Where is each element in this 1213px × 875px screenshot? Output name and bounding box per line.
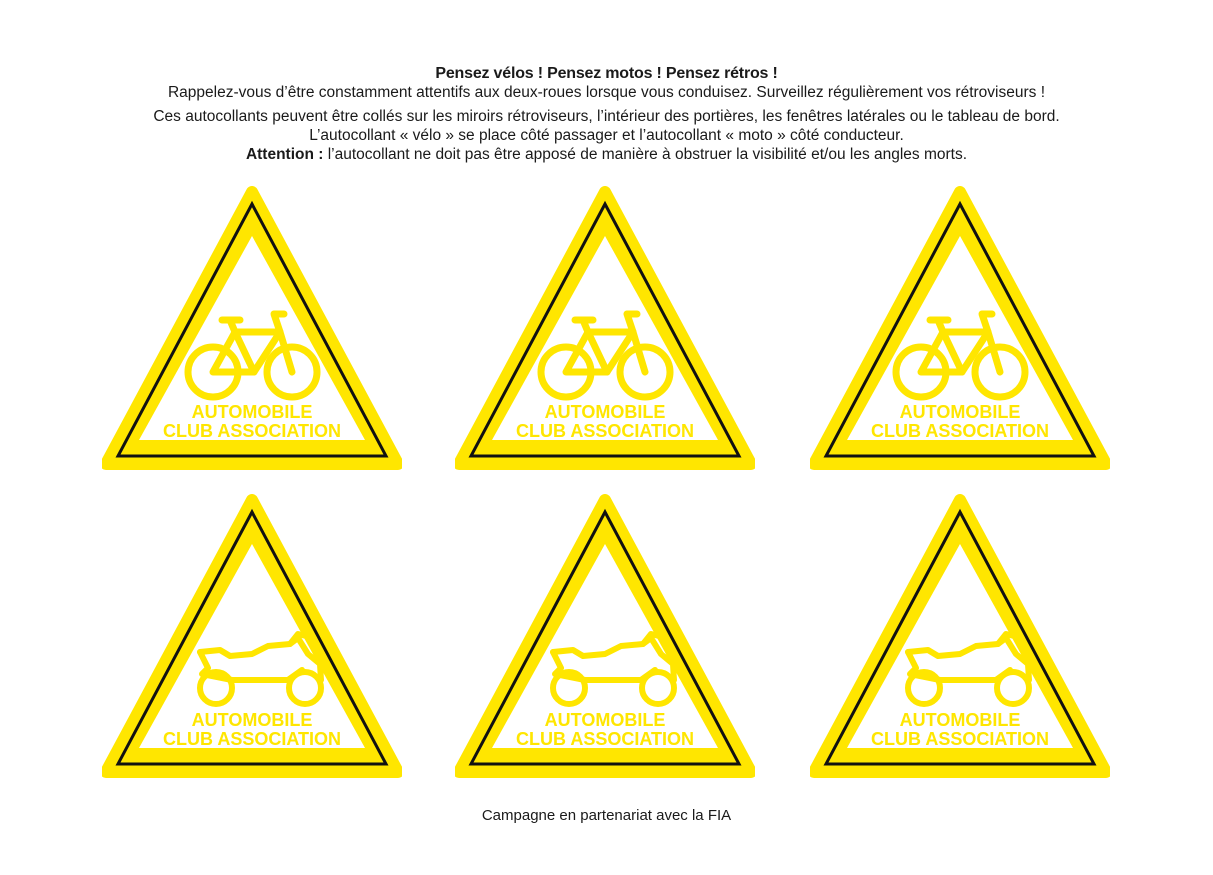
warning-triangle-motorcycle <box>810 494 1110 780</box>
sticker-bicycle-3 <box>810 186 1110 472</box>
sticker-line1: AUTOMOBILE <box>899 710 1021 730</box>
attention-body: l’autocollant ne doit pas être apposé de manière à obstruer la visibilité et/ou les angles morts. <box>323 146 968 163</box>
attention-text <box>0 145 1213 164</box>
footer-text: Campagne en partenariat avec la FIA <box>481 807 732 824</box>
sticker-line2: CLUB ASSOCIATION <box>516 421 694 441</box>
reminder-text: Rappelez-vous d’être constamment attentifs aux deux-roues lorsque vous conduisez. Surveillez régulièrement vos rétroviseurs ! <box>167 84 1046 101</box>
sticker-motorcycle-3 <box>810 494 1110 780</box>
warning-triangle-bicycle <box>102 186 402 472</box>
warning-triangle-bicycle <box>810 186 1110 472</box>
sticker-line1: AUTOMOBILE <box>544 402 666 422</box>
warning-triangle-motorcycle <box>455 494 755 780</box>
sticker-line2: CLUB ASSOCIATION <box>871 421 1049 441</box>
sticker-line1: AUTOMOBILE <box>544 710 666 730</box>
sticker-line1: AUTOMOBILE <box>899 402 1021 422</box>
sticker-line2: CLUB ASSOCIATION <box>163 729 341 749</box>
sticker-line2: CLUB ASSOCIATION <box>516 729 694 749</box>
sticker-line1: AUTOMOBILE <box>191 710 313 730</box>
attention-label: Attention : <box>245 146 324 163</box>
sticker-motorcycle-1 <box>102 494 402 780</box>
placement-text: Ces autocollants peuvent être collés sur les miroirs rétroviseurs, l’intérieur des portières, les fenêtres latérales ou le tableau de bord. <box>153 108 1060 125</box>
sticker-line1: AUTOMOBILE <box>191 402 313 422</box>
sticker-motorcycle-2 <box>455 494 755 780</box>
sticker-line2: CLUB ASSOCIATION <box>163 421 341 441</box>
page-title: Pensez vélos ! Pensez motos ! Pensez rétros ! <box>435 65 778 82</box>
warning-triangle-motorcycle <box>102 494 402 780</box>
side-text: L’autocollant « vélo » se place côté passager et l’autocollant « moto » côté conducteur. <box>309 127 904 144</box>
warning-triangle-bicycle <box>455 186 755 472</box>
instructions-header <box>0 64 1213 164</box>
sticker-line2: CLUB ASSOCIATION <box>871 729 1049 749</box>
sticker-bicycle-1 <box>102 186 402 472</box>
sticker-bicycle-2 <box>455 186 755 472</box>
